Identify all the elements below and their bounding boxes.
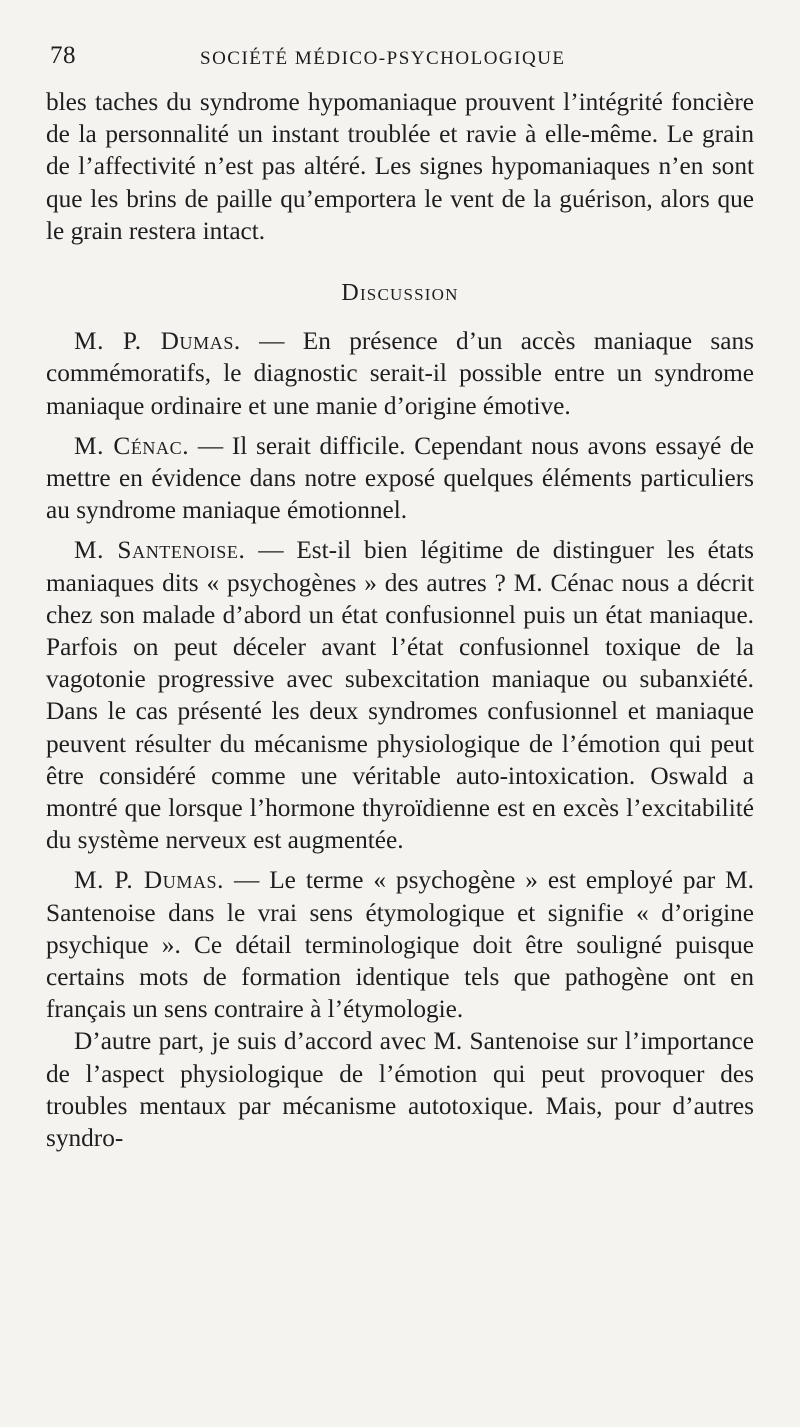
- paragraph-dumas-continued: D’autre part, je suis d’accord avec M. Santenoise sur l’importance de l’aspect physiologique de l’émotion qui peut provoquer des troubles mentaux par mécanisme autotoxique. Mais, pour d’autres syndro-: [46, 1027, 754, 1153]
- page-header: [50, 42, 760, 78]
- paragraph-text: — En présence d’un accès maniaque sans commémoratifs, le diagnostic serait-il possible entre un syndrome maniaque ordinaire et une manie d’origine émotive.: [46, 327, 754, 420]
- speaker-name: M. P. Dumas.: [74, 327, 241, 356]
- page-number: 78: [50, 42, 76, 69]
- speaker-name: M. Santenoise.: [74, 536, 246, 565]
- running-title: SOCIÉTÉ MÉDICO-PSYCHOLOGIQUE: [200, 48, 566, 69]
- paragraph-dumas-reply: [46, 864, 754, 1025]
- paragraph-santenoise: [46, 534, 754, 856]
- body-text: [46, 86, 754, 1154]
- paragraph-text: — Est-il bien légitime de distinguer les états maniaques dits « psychogènes » des autres ? M. Cénac nous a décrit chez son malade d’abord un état confusionnel puis un état maniaque. Parfois on peut déceler avant l’état confusionnel toxique de la vagotonie progressive avec subexcitation maniaque ou subanxiété. Dans le cas présenté les deux syndromes confusionnel et maniaque peuvent résulter du mécanisme physiologique de l’émotion qui peut être considéré comme une véritable auto-intoxication. Oswald a montré que lorsque l’hormone thyroïdienne est en excès l’excitabilité du système nerveux est augmentée.: [46, 536, 755, 855]
- speaker-name: M. Cénac.: [74, 431, 190, 460]
- paragraph-text: — Le terme « psychogène » est employé par M. Santenoise dans le vrai sens étymologique et signifie « d’origine psychique ». Ce détail terminologique doit être souligné puisque certains mots de formation identique tels que pathogène ont en français un sens contraire à l’étymologie.: [46, 866, 754, 1024]
- paragraph-continuation: bles taches du syndrome hypomaniaque prouvent l’intégrité foncière de la personnalité un instant troublée et ravie à elle-même. Le grain de l’affectivité n’est pas altéré. Les signes hypomaniaques n’en sont que les brins de paille qu’emportera le vent de la guérison, alors que le grain restera intact.: [46, 88, 754, 245]
- paragraph-text: — Il serait difficile. Cependant nous avons essayé de mettre en évidence dans notre exposé quelques éléments particuliers au syndrome maniaque émotionnel.: [46, 431, 754, 525]
- paragraph-cenac-reply: [46, 430, 754, 527]
- paragraph-dumas-question: [46, 325, 754, 422]
- section-heading-discussion: Discussion: [341, 280, 459, 307]
- speaker-name: M. P. Dumas.: [74, 866, 225, 895]
